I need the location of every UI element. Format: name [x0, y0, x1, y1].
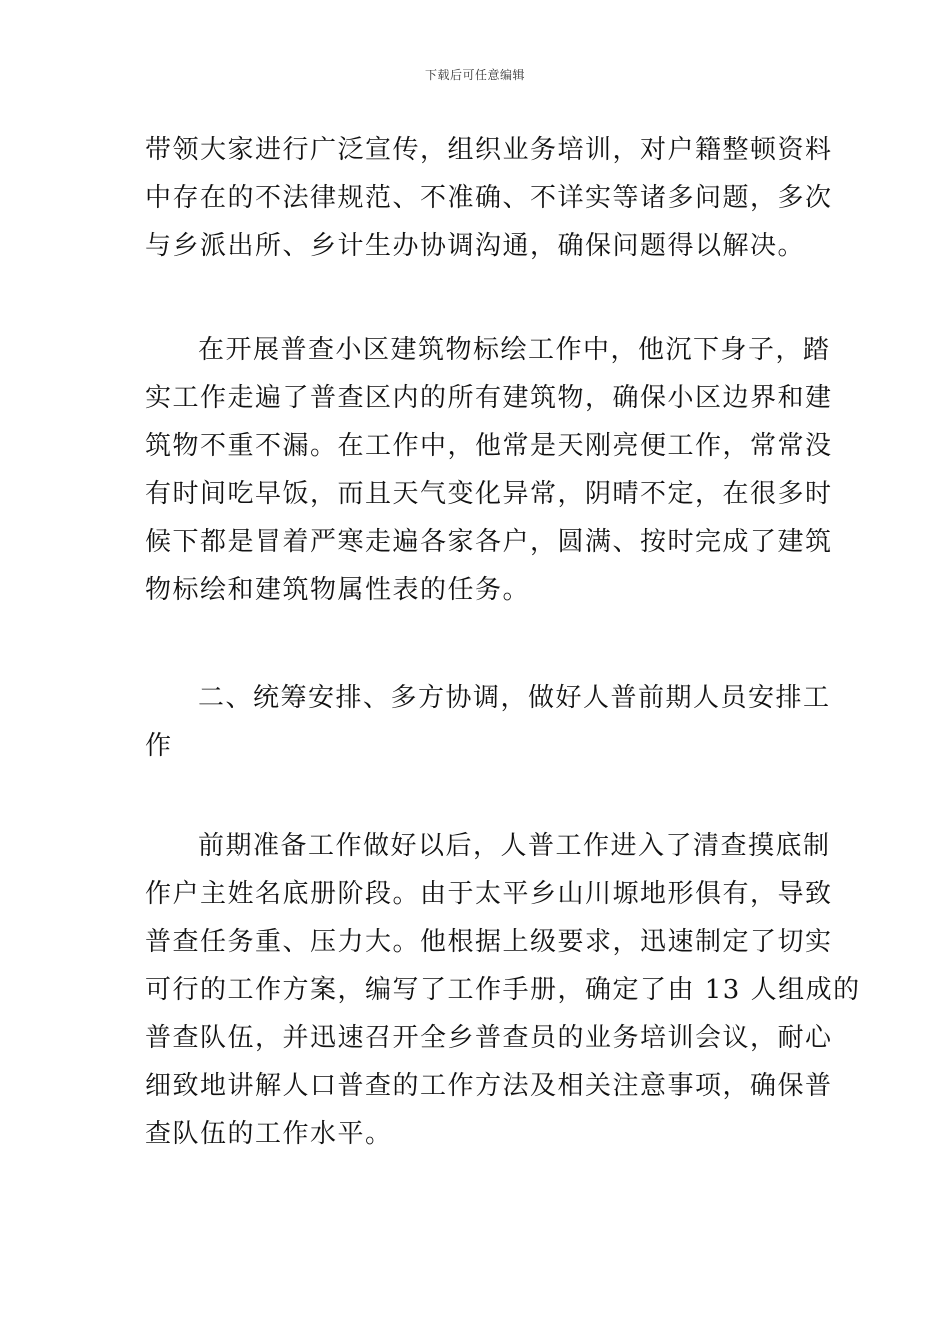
text-line: 二、统筹安排、多方协调，做好人普前期人员安排工	[198, 683, 831, 713]
text-line: 作	[145, 731, 173, 761]
page-header: 下载后可任意编辑	[424, 68, 525, 82]
text-line: 查队伍的工作水平。	[145, 1119, 393, 1149]
text-line: 中存在的不法律规范、不准确、不详实等诸多问题，多次	[145, 183, 833, 213]
text-line: 筑物不重不漏。在工作中，他常是天刚亮便工作，常常没	[145, 431, 833, 461]
text-line: 物标绘和建筑物属性表的任务。	[145, 575, 531, 605]
text-line: 实工作走遍了普查区内的所有建筑物，确保小区边界和建	[145, 383, 833, 413]
paragraph-3	[145, 822, 861, 1158]
text-line: 在开展普查小区建筑物标绘工作中，他沉下身子，踏	[198, 335, 831, 365]
paragraph-2	[145, 326, 833, 614]
text-line: 候下都是冒着严寒走遍各家各户，圆满、按时完成了建筑	[145, 527, 833, 557]
text-line: 带领大家进行广泛宣传，组织业务培训，对户籍整顿资料	[145, 135, 833, 165]
text-line: 可行的工作方案，编写了工作手册，确定了由 13 人组成的	[145, 975, 861, 1005]
text-line: 细致地讲解人口普查的工作方法及相关注意事项，确保普	[145, 1071, 833, 1101]
text-line: 与乡派出所、乡计生办协调沟通，确保问题得以解决。	[145, 231, 806, 261]
section-heading	[145, 674, 831, 770]
text-line: 作户主姓名底册阶段。由于太平乡山川塬地形俱有，导致	[145, 879, 833, 909]
text-line: 前期准备工作做好以后，人普工作进入了清查摸底制	[198, 831, 831, 861]
text-line: 有时间吃早饭，而且天气变化异常，阴晴不定，在很多时	[145, 479, 833, 509]
text-line: 普查队伍，并迅速召开全乡普查员的业务培训会议，耐心	[145, 1023, 833, 1053]
text-line: 普查任务重、压力大。他根据上级要求，迅速制定了切实	[145, 927, 833, 957]
paragraph-1	[145, 126, 833, 270]
